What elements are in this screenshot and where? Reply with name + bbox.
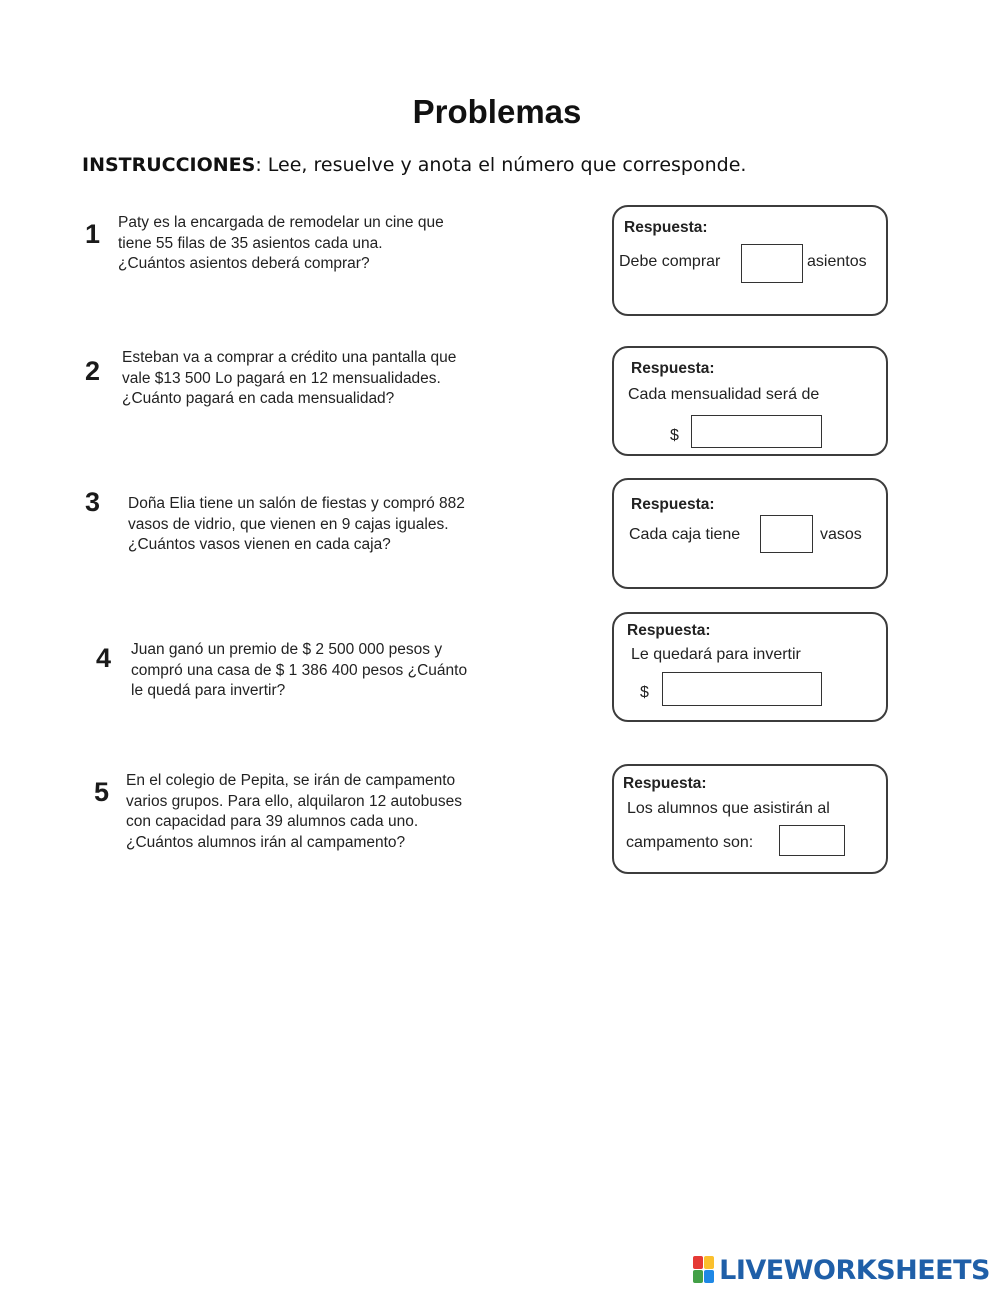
answer-title-4: Respuesta: [627, 622, 711, 639]
problem-text-2: Esteban va a comprar a crédito una pantalla que vale $13 500 Lo pagará en 12 mensualidades. ¿Cuánto pagará en cada mensualidad? [122, 349, 457, 407]
problem-text-1: Paty es la encargada de remodelar un cine que tiene 55 filas de 35 asientos cada una. ¿Cuántos asientos deberá comprar? [118, 214, 444, 272]
answer-box-1 [612, 205, 888, 316]
answer-input-5[interactable] [779, 825, 845, 856]
answer-line-2: Cada mensualidad será de [628, 386, 820, 403]
page-title: Problemas [412, 93, 582, 130]
answer-input-3[interactable] [760, 515, 813, 553]
currency-symbol-2: $ [670, 427, 679, 444]
answer-box-3 [612, 478, 888, 589]
instructions-text: : Lee, resuelve y anota el número que corresponde. [255, 154, 747, 176]
answer-input-1[interactable] [741, 244, 803, 283]
answer-line-5: Los alumnos que asistirán al [627, 800, 830, 817]
answer-line-4: Le quedará para invertir [631, 646, 801, 663]
problem-number-5: 5 [94, 777, 110, 807]
answer-box-4 [612, 612, 888, 722]
answer-title-1: Respuesta: [624, 219, 708, 236]
liveworksheets-logo [693, 1253, 990, 1287]
answer-prefix-5: campamento son: [626, 834, 754, 851]
liveworksheets-logo-icon [693, 1256, 715, 1284]
answer-input-4[interactable] [662, 672, 822, 706]
answer-title-5: Respuesta: [623, 775, 707, 792]
answer-box-5 [612, 764, 888, 874]
answer-box-2 [612, 346, 888, 456]
problem-text-4: Juan ganó un premio de $ 2 500 000 pesos y compró una casa de $ 1 386 400 pesos ¿Cuánto le quedá para invertir? [131, 641, 468, 699]
problem-number-3: 3 [85, 487, 101, 517]
answer-input-2[interactable] [691, 415, 822, 448]
answer-title-3: Respuesta: [631, 496, 715, 513]
problem-number-2: 2 [85, 356, 101, 386]
liveworksheets-logo-text: LIVEWORKSHEETS [719, 1254, 990, 1286]
answer-suffix-1: asientos [807, 253, 867, 270]
instructions [82, 154, 746, 176]
problem-number-1: 1 [85, 219, 101, 249]
problem-text-5: En el colegio de Pepita, se irán de campamento varios grupos. Para ello, alquilaron 12 autobuses con capacidad para 39 alumnos cada uno. ¿Cuántos alumnos irán al campamento? [126, 772, 463, 851]
currency-symbol-4: $ [640, 684, 649, 701]
answer-prefix-3: Cada caja tiene [629, 526, 741, 543]
problem-text-3: Doña Elia tiene un salón de fiestas y compró 882 vasos de vidrio, que vienen en 9 cajas iguales. ¿Cuántos vasos vienen en cada caja? [128, 495, 465, 553]
answer-title-2: Respuesta: [631, 360, 715, 377]
answer-prefix-1: Debe comprar [619, 253, 721, 270]
problem-number-4: 4 [96, 643, 112, 673]
answer-suffix-3: vasos [820, 526, 862, 543]
instructions-label: INSTRUCCIONES [82, 154, 256, 176]
